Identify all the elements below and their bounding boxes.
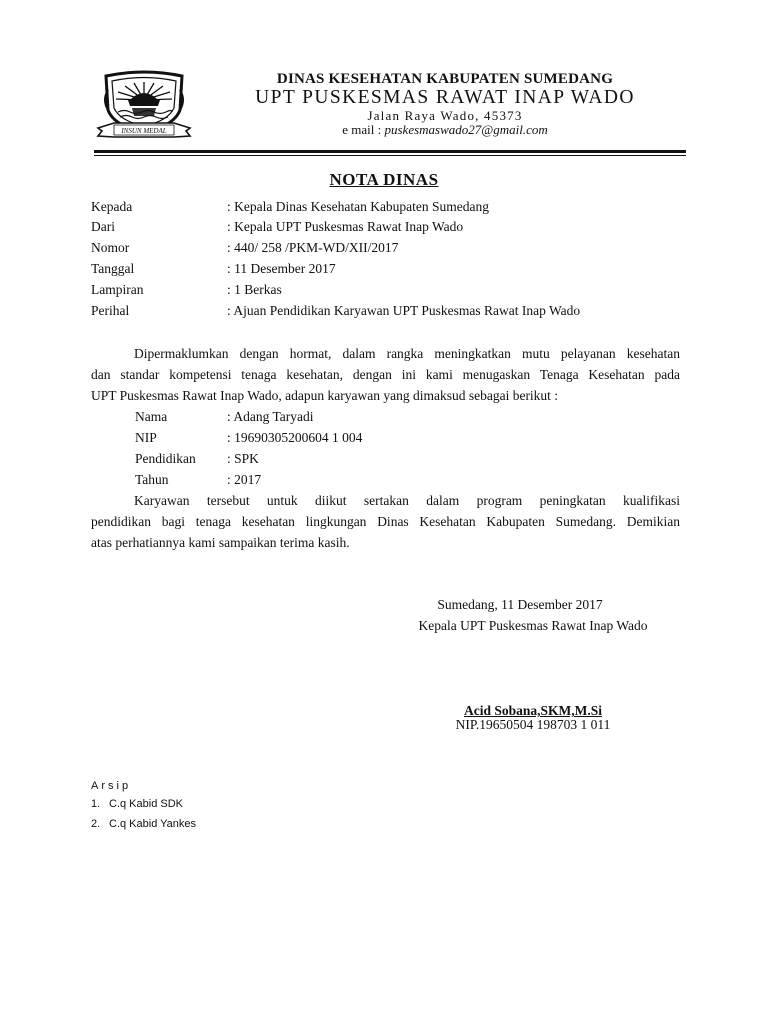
- employee-label: NIP: [135, 430, 157, 445]
- archive-item-number: 2.: [91, 818, 101, 830]
- field-value: : 440/ 258 /PKM-WD/XII/2017: [227, 240, 399, 255]
- employee-value: : 19690305200604 1 004: [227, 430, 363, 445]
- address: Jalan Raya Wado, 45373: [367, 108, 523, 123]
- document-title: NOTA DINAS: [329, 170, 439, 189]
- agency-name: DINAS KESEHATAN KABUPATEN SUMEDANG: [276, 71, 614, 87]
- employee-label: Nama: [135, 409, 168, 424]
- employee-label: Pendidikan: [135, 451, 196, 466]
- email-address: puskesmaswado27@gmail.com: [384, 122, 548, 137]
- body-para2-line1: Karyawan tersebut untuk diikut sertakan dalam program peningkatan kualifikasi: [134, 493, 680, 508]
- archive-item: [91, 798, 183, 810]
- archive-item: [91, 818, 196, 830]
- employee-value: : 2017: [227, 472, 262, 487]
- signature-nip: NIP.19650504 198703 1 011: [455, 717, 611, 732]
- archive-item-text: C.q Kabid Yankes: [109, 818, 197, 830]
- signature-position: Kepala UPT Puskesmas Rawat Inap Wado: [418, 618, 648, 633]
- signature-name: Acid Sobana,SKM,M.Si: [463, 703, 603, 718]
- field-label: Kepada: [91, 199, 133, 214]
- logo-motto: INSUN MEDAL: [121, 127, 167, 135]
- field-label: Tanggal: [91, 261, 135, 276]
- employee-value: : Adang Taryadi: [227, 409, 314, 424]
- body-para1-line3: UPT Puskesmas Rawat Inap Wado, adapun karyawan yang dimaksud sebagai berikut :: [91, 388, 559, 403]
- archive-item-text: C.q Kabid SDK: [109, 798, 183, 810]
- field-label: Dari: [91, 219, 115, 234]
- field-label: Nomor: [91, 240, 130, 255]
- letterhead-rule-thick: [94, 150, 686, 153]
- email-label: e mail :: [342, 122, 385, 137]
- employee-value: : SPK: [227, 451, 259, 466]
- field-value: : Kepala UPT Puskesmas Rawat Inap Wado: [227, 219, 464, 234]
- archive-title: Arsip: [91, 780, 132, 792]
- signature-place-date: Sumedang, 11 Desember 2017: [437, 597, 603, 612]
- field-label: Lampiran: [91, 282, 144, 297]
- body-para1-line2: dan standar kompetensi tenaga kesehatan, dengan ini kami menugaskan Tenaga Kesehatan pada: [91, 367, 680, 382]
- body-para1-line1: Dipermaklumkan dengan hormat, dalam rangka meningkatkan mutu pelayanan kesehatan: [134, 346, 680, 361]
- unit-name: UPT PUSKESMAS RAWAT INAP WADO: [255, 87, 635, 108]
- archive-item-number: 1.: [91, 798, 101, 810]
- email-line: [200, 122, 690, 138]
- letterhead-rule-thin: [94, 155, 686, 156]
- employee-label: Tahun: [135, 472, 169, 487]
- field-value: : Kepala Dinas Kesehatan Kabupaten Sumedang: [227, 199, 490, 214]
- field-label: Perihal: [91, 303, 130, 318]
- field-value: : Ajuan Pendidikan Karyawan UPT Puskesmas Rawat Inap Wado: [227, 303, 581, 318]
- sumedang-regency-emblem-icon: [94, 70, 194, 142]
- body-para2-line3: atas perhatiannya kami sampaikan terima kasih.: [91, 535, 350, 550]
- field-value: : 11 Desember 2017: [227, 261, 336, 276]
- body-para2-line2: pendidikan bagi tenaga kesehatan lingkungan Dinas Kesehatan Kabupaten Sumedang. Demikian: [91, 514, 680, 529]
- field-value: : 1 Berkas: [227, 282, 282, 297]
